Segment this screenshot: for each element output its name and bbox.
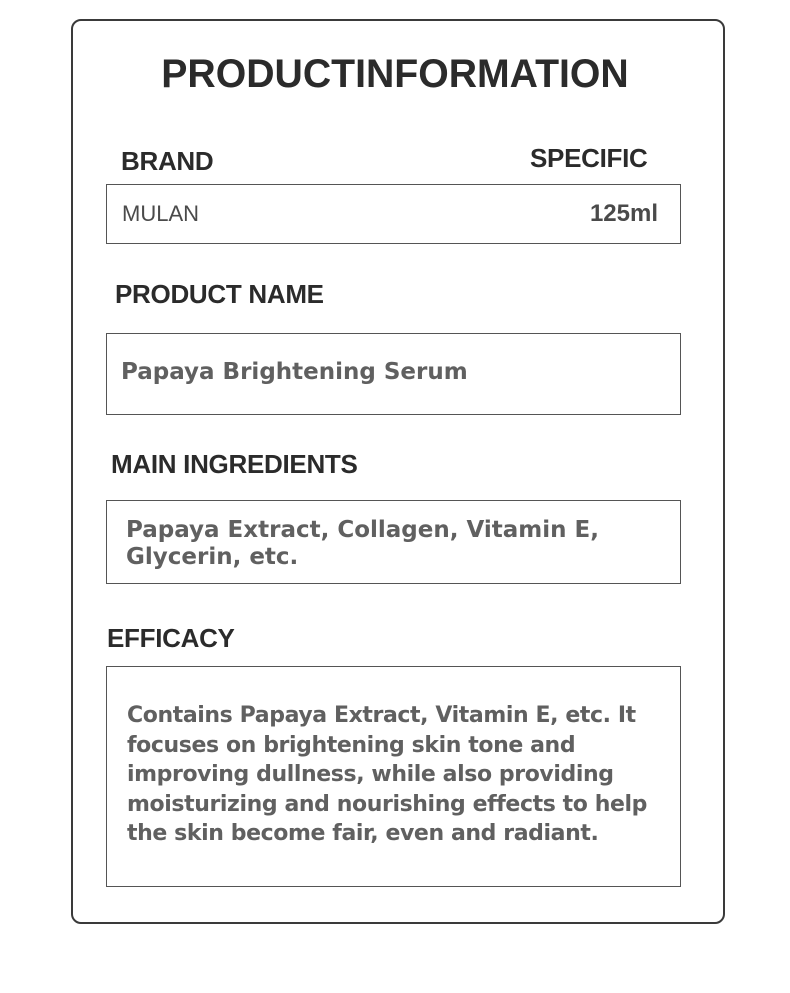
- efficacy-box: [106, 666, 681, 887]
- efficacy-line: the skin become fair, even and radiant.: [127, 821, 599, 846]
- main-ingredients-box: [106, 500, 681, 584]
- ingredients-line: Papaya Extract, Collagen, Vitamin E,: [126, 517, 599, 543]
- product-name-value: Papaya Brightening Serum: [121, 359, 468, 385]
- brand-specific-box: [106, 184, 681, 244]
- brand-value: MULAN: [122, 201, 200, 226]
- main-ingredients-value: [126, 517, 599, 571]
- efficacy-value: [127, 701, 647, 849]
- main-ingredients-label: MAIN INGREDIENTS: [111, 449, 358, 479]
- specific-value: 125ml: [589, 200, 658, 227]
- efficacy-line: improving dullness, while also providing: [127, 762, 614, 787]
- brand-label: BRAND: [121, 146, 214, 176]
- product-name-box: [106, 333, 681, 415]
- specific-label: SPECIFIC: [530, 143, 648, 173]
- efficacy-line: moisturizing and nourishing effects to help: [127, 791, 648, 817]
- product-name-label: PRODUCT NAME: [115, 279, 324, 309]
- efficacy-line: focuses on brightening skin tone and: [127, 732, 576, 758]
- ingredients-line: Glycerin, etc.: [126, 544, 299, 570]
- page-title: PRODUCTINFORMATION: [161, 52, 629, 96]
- efficacy-line: Contains Papaya Extract, Vitamin E, etc. It: [127, 703, 636, 728]
- efficacy-label: EFFICACY: [107, 623, 235, 653]
